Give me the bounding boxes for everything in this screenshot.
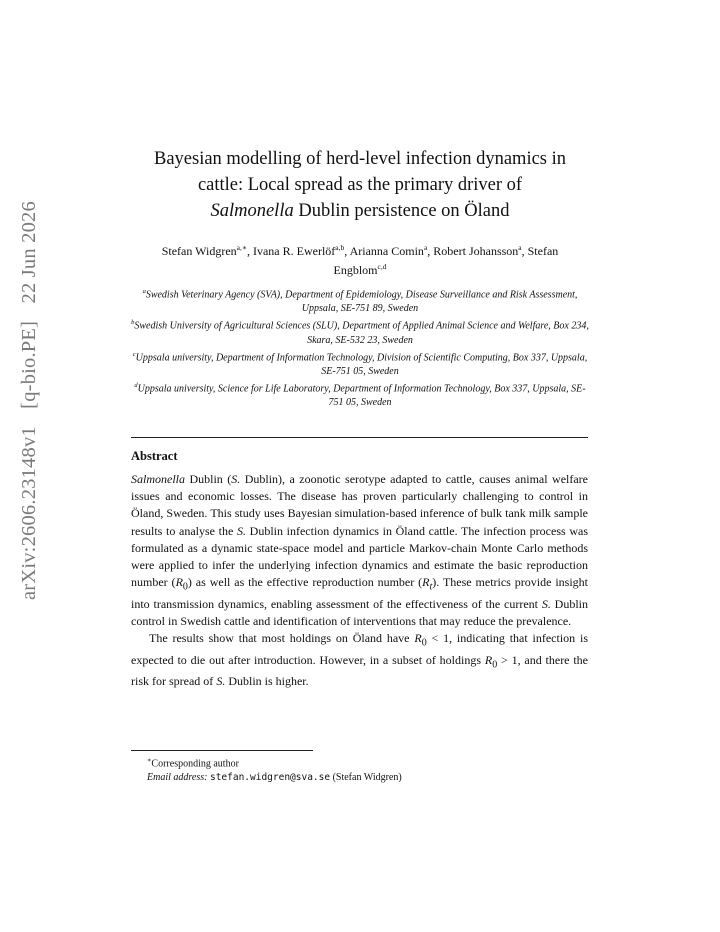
math-subscript: 0 bbox=[421, 637, 427, 649]
abstract-text: ). These metrics provide insight into transmission dynamics, enabling assessment of the effectiveness of the current bbox=[131, 575, 588, 611]
footnote-text: Corresponding author bbox=[151, 758, 239, 770]
author-name: Ivana R. Ewerlöf bbox=[252, 244, 336, 258]
email-label: Email address: bbox=[147, 772, 208, 784]
abstract-heading: Abstract bbox=[131, 449, 178, 463]
abstract-text: The results show that most holdings on Öland have bbox=[149, 631, 415, 646]
affiliation-text: Swedish Veterinary Agency (SVA), Department of Epidemiology, Disease Surveillance and Risk Assessment, Uppsala, SE-751 89, Sweden bbox=[145, 289, 578, 315]
title-line-2: cattle: Local spread as the primary driver of bbox=[197, 175, 523, 195]
abstract-text: > 1, and there the risk for spread of bbox=[131, 652, 588, 689]
footnote-email-line bbox=[131, 771, 591, 785]
author-separator: , bbox=[521, 244, 528, 258]
affiliation-item bbox=[130, 316, 590, 347]
title-line-1: Bayesian modelling of herd-level infection dynamics in bbox=[153, 149, 567, 169]
abstract-text: Dublin infection dynamics in Öland cattle. The infection process was formulated as a dynamic state-space model and particle Markov-chain Monte Carlo methods were applied to infer the underlying infection dynamics and estimate the basic reproduction number ( bbox=[131, 523, 589, 590]
author-affil-marker: a,∗ bbox=[236, 243, 247, 252]
footnote-corresponding bbox=[131, 754, 591, 771]
email-owner: (Stefan Widgren) bbox=[330, 772, 402, 784]
italic-genus-abbrev: S. bbox=[236, 523, 246, 538]
author-affil-marker: a bbox=[423, 243, 428, 252]
affiliation-text: Uppsala university, Department of Information Technology, Division of Scientific Computing, Box 337, Uppsala, SE-751 05, Sweden bbox=[135, 351, 588, 377]
abstract-text: ) as well as the effective reproduction number ( bbox=[187, 575, 423, 590]
abstract-paragraph-1 bbox=[131, 471, 588, 630]
footnote-rule bbox=[131, 750, 313, 751]
title-italic-genus: Salmonella bbox=[210, 201, 294, 221]
affiliation-marker: b bbox=[131, 319, 135, 327]
abstract-text: < 1, indicating that infection is expected to die out after introduction. However, in a subset of holdings bbox=[131, 631, 588, 667]
italic-genus: Salmonella bbox=[131, 472, 185, 486]
title-line-3 bbox=[130, 198, 590, 224]
italic-genus-abbrev: S. bbox=[216, 674, 226, 689]
math-symbol: R bbox=[422, 575, 430, 590]
abstract-top-rule bbox=[131, 437, 588, 438]
math-symbol: R bbox=[414, 631, 422, 646]
author-name: Stefan Engblom bbox=[333, 244, 559, 277]
author-name: Stefan Widgren bbox=[161, 244, 237, 258]
abstract-paragraph-2 bbox=[131, 630, 588, 690]
affiliation-list bbox=[130, 285, 590, 410]
author-name: Arianna Comin bbox=[349, 244, 424, 258]
arxiv-date: 22 Jun 2026 bbox=[18, 201, 40, 304]
author-affil-marker: a bbox=[518, 243, 522, 252]
abstract-text: Dublin ( bbox=[185, 472, 232, 486]
paper-title bbox=[130, 146, 590, 224]
footnote-marker: ∗ bbox=[147, 757, 152, 764]
italic-genus-abbrev: S. bbox=[541, 596, 551, 611]
affiliation-item bbox=[130, 348, 590, 379]
email-link[interactable]: stefan.widgren@sva.se bbox=[209, 772, 331, 784]
arxiv-stamp bbox=[18, 201, 48, 600]
title-line-3-rest: Dublin persistence on Öland bbox=[293, 201, 510, 221]
author-affil-marker: a,b bbox=[335, 243, 345, 252]
affiliation-text: Swedish University of Agricultural Sciences (SLU), Department of Applied Animal Science and Welfare, Box 234, Skara, SE-532 23, Sweden bbox=[134, 320, 589, 346]
math-subscript: 0 bbox=[182, 581, 188, 593]
math-symbol: R bbox=[175, 575, 183, 590]
affiliation-marker: d bbox=[134, 381, 138, 389]
footnote bbox=[131, 754, 591, 785]
author-list bbox=[140, 240, 580, 278]
abstract-text: Dublin is higher. bbox=[225, 674, 309, 689]
abstract-text: Dublin control in Swedish cattle and identification of interventions that may reduce the prevalence. bbox=[131, 596, 588, 629]
author-separator: , bbox=[427, 244, 434, 258]
author-separator: , bbox=[344, 244, 350, 258]
affiliation-item bbox=[130, 379, 590, 410]
affiliation-text: Uppsala university, Science for Life Laboratory, Department of Information Technology, Box 337, Uppsala, SE-751 05, Sweden bbox=[137, 383, 586, 409]
affiliation-marker: c bbox=[132, 350, 136, 358]
author-separator: , bbox=[246, 244, 253, 258]
arxiv-id: arXiv:2606.23148v1 bbox=[18, 426, 40, 600]
math-symbol: R bbox=[484, 652, 493, 667]
abstract-body bbox=[131, 471, 588, 691]
italic-genus-abbrev: S. bbox=[231, 472, 241, 486]
author-name: Robert Johansson bbox=[433, 244, 519, 258]
affiliation-marker: a bbox=[142, 288, 146, 295]
abstract-text: Dublin), a zoonotic serotype adapted to cattle, causes animal welfare issues and economic losses. The disease has proven particularly challenging to control in Öland, Sweden. This study uses Bayesian simulation-based inference of bulk tank milk sample results to analyse the bbox=[131, 472, 588, 538]
affiliation-item bbox=[130, 285, 590, 316]
author-affil-marker: c,d bbox=[377, 262, 387, 271]
math-subscript: t bbox=[429, 581, 433, 593]
math-subscript: 0 bbox=[492, 659, 498, 671]
arxiv-category: [q-bio.PE] bbox=[18, 320, 40, 409]
